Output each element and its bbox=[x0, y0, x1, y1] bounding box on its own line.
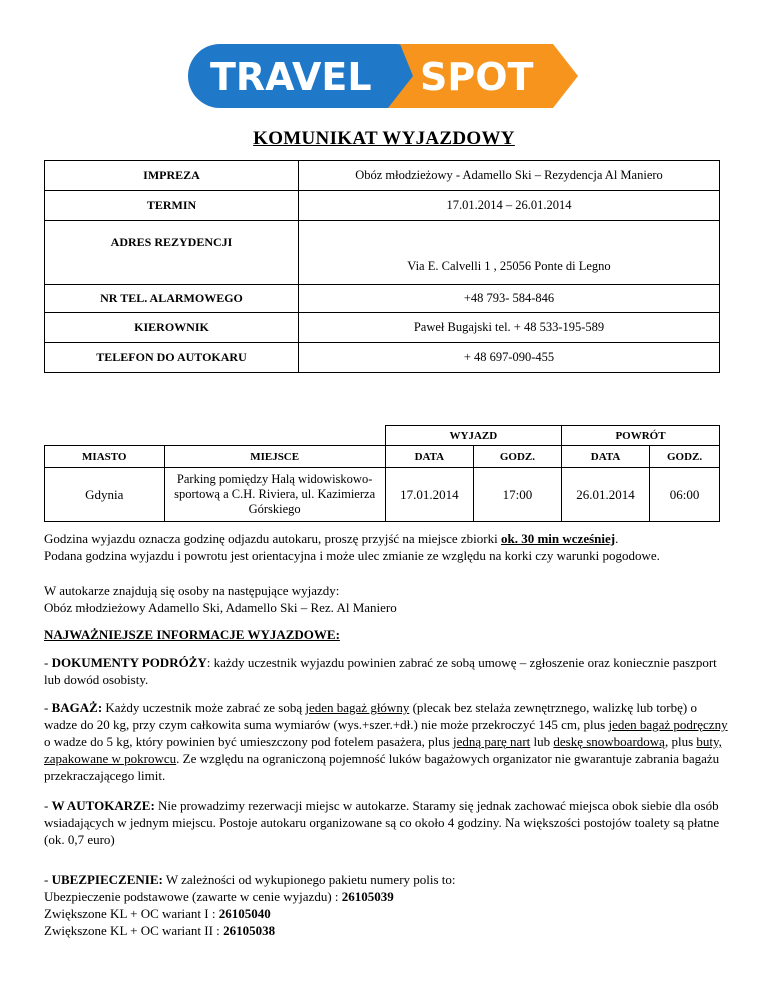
miasto-cell: Gdynia bbox=[45, 468, 165, 522]
important-heading: NAJWAŻNIEJSZE INFORMACJE WYJAZDOWE: bbox=[44, 627, 340, 642]
info-label: IMPREZA bbox=[45, 161, 299, 191]
insurance-row-variant-2: Zwiększone KL + OC wariant II : 26105038 bbox=[44, 923, 276, 938]
insurance-row-basic: Ubezpieczenie podstawowe (zawarte w cenie wyjazdu) : 26105039 bbox=[44, 889, 394, 904]
miasto-header: MIASTO bbox=[45, 446, 165, 468]
info-value: + 48 697-090-455 bbox=[299, 343, 720, 373]
info-row-telefon bbox=[45, 343, 720, 373]
departure-notice bbox=[44, 530, 729, 564]
info-row-alarm bbox=[45, 285, 720, 313]
info-label: NR TEL. ALARMOWEGO bbox=[45, 285, 299, 313]
insurance-row-variant-1: Zwiększone KL + OC wariant I : 26105040 bbox=[44, 906, 271, 921]
luggage-label: BAGAŻ: bbox=[51, 700, 103, 715]
godz-header-powrot: GODZ. bbox=[650, 446, 720, 468]
info-row-termin bbox=[45, 191, 720, 221]
info-value: Via E. Calvelli 1 , 25056 Ponte di Legno bbox=[299, 221, 720, 285]
data-wyjazd-cell: 17.01.2014 bbox=[385, 468, 473, 522]
info-value: 17.01.2014 – 26.01.2014 bbox=[299, 191, 720, 221]
logo-text-travel: TRAVEL bbox=[210, 55, 372, 99]
documents-label: DOKUMENTY PODRÓŻY bbox=[51, 655, 207, 670]
coach-section: - W AUTOKARZE: Nie prowadzimy rezerwacji miejsc w autokarze. Staramy się jednak zachować miejsca obok siebie dla osób wsiadających w jednym miejscu. Postoje autokaru organizowane są co około 4 godziny. Na większości postojów toalety są płatne (ok. 0,7 euro) bbox=[44, 798, 720, 847]
luggage-section: - BAGAŻ: Każdy uczestnik może zabrać ze sobą jeden bagaż główny (plecak bez stelaża zewnętrznego, walizkę lub torbę) o wadze do 20 kg, przy czym całkowita suma wymiarów (wys.+szer.+dł.) nie może przekroczyć 145 cm, plus jeden bagaż podręczny o wadze do 5 kg, który powinien być umieszczony pod fotelem pasażera, plus jedną parę nart lub deskę snowboardową, plus buty, zapakowane w pokrowcu. Ze względu na ograniczoną pojemność luków bagażowych organizator nie gwarantuje zabrania bagażu przekraczającego limit. bbox=[44, 700, 728, 783]
bus-trips-info bbox=[44, 582, 729, 616]
notice-line-1: Godzina wyjazdu oznacza godzinę odjazdu autokaru, proszę przyjść na miejsce zbiorki ok. 30 min wcześniej. bbox=[44, 531, 619, 546]
document-title: KOMUNIKAT WYJAZDOWY bbox=[253, 128, 515, 149]
info-row-kierownik bbox=[45, 313, 720, 343]
insurance-label: UBEZPIECZENIE: bbox=[51, 872, 163, 887]
info-label: ADRES REZYDENCJI bbox=[45, 221, 299, 285]
logo-text-spot: SPOT bbox=[420, 55, 534, 99]
travel-spot-logo bbox=[188, 44, 578, 108]
info-row-impreza bbox=[45, 161, 720, 191]
godz-header-wyjazd: GODZ. bbox=[473, 446, 561, 468]
insurance-section: - UBEZPIECZENIE: W zależności od wykupionego pakietu numery polis to: Ubezpieczenie podstawowe (zawarte w cenie wyjazdu) : 26105039 Zwiększone KL + OC wariant I : 26105040 Zwiększone KL + OC wariant II : 26105038 bbox=[44, 871, 729, 939]
trip-info-table bbox=[44, 160, 720, 373]
bus-line-1: W autokarze znajdują się osoby na następujące wyjazdy: bbox=[44, 583, 340, 598]
godz-powrot-cell: 06:00 bbox=[650, 468, 720, 522]
notice-line-2: Podana godzina wyjazdu i powrotu jest orientacyjna i może ulec zmianie ze względu na korki czy warunki pogodowe. bbox=[44, 548, 660, 563]
info-label: TERMIN bbox=[45, 191, 299, 221]
info-value: Obóz młodzieżowy - Adamello Ski – Rezydencja Al Maniero bbox=[299, 161, 720, 191]
schedule-table bbox=[44, 425, 720, 522]
info-value: Paweł Bugajski tel. + 48 533-195-589 bbox=[299, 313, 720, 343]
info-label: TELEFON DO AUTOKARU bbox=[45, 343, 299, 373]
godz-wyjazd-cell: 17:00 bbox=[473, 468, 561, 522]
info-row-adres bbox=[45, 221, 720, 285]
data-header-wyjazd: DATA bbox=[385, 446, 473, 468]
wyjazd-header: WYJAZD bbox=[385, 426, 561, 446]
schedule-row bbox=[45, 468, 720, 522]
info-value: +48 793- 584-846 bbox=[299, 285, 720, 313]
miejsce-header: MIEJSCE bbox=[164, 446, 385, 468]
miejsce-cell: Parking pomiędzy Halą widowiskowo-sportową a C.H. Riviera, ul. Kazimierza Górskiego bbox=[164, 468, 385, 522]
data-powrot-cell: 26.01.2014 bbox=[562, 468, 650, 522]
bus-line-2: Obóz młodzieżowy Adamello Ski, Adamello Ski – Rez. Al Maniero bbox=[44, 600, 397, 615]
data-header-powrot: DATA bbox=[562, 446, 650, 468]
powrot-header: POWRÓT bbox=[562, 426, 720, 446]
coach-label: W AUTOKARZE: bbox=[51, 798, 155, 813]
info-label: KIEROWNIK bbox=[45, 313, 299, 343]
arrival-time-highlight: ok. 30 min wcześniej bbox=[500, 531, 616, 546]
documents-section: - DOKUMENTY PODRÓŻY: każdy uczestnik wyjazdu powinien zabrać ze sobą umowę – zgłoszenie oraz koniecznie paszport lub dowód osobisty. bbox=[44, 655, 717, 687]
